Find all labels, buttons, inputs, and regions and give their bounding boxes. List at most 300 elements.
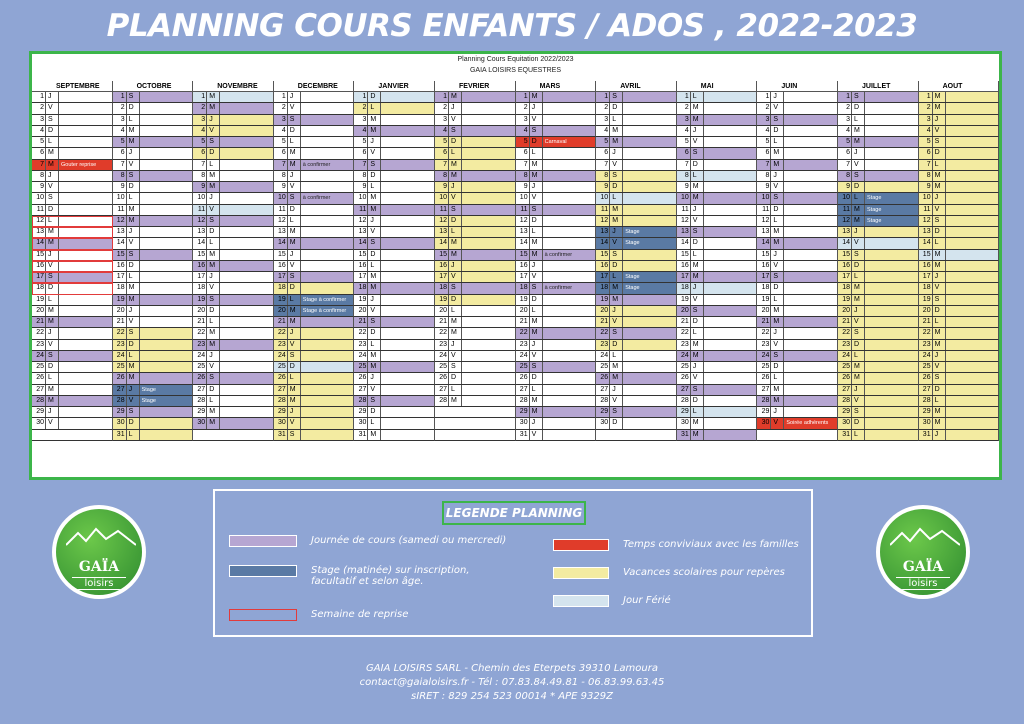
weekday-letter: M bbox=[207, 250, 220, 260]
day-row bbox=[677, 182, 758, 193]
day-number: 24 bbox=[516, 351, 530, 361]
month-column bbox=[274, 81, 355, 441]
weekday-letter: M bbox=[933, 340, 946, 350]
day-note bbox=[704, 160, 757, 170]
day-note bbox=[381, 216, 434, 226]
month-name: SEPTEMBRE bbox=[32, 81, 113, 92]
weekday-letter: D bbox=[368, 328, 381, 338]
day-note bbox=[220, 261, 273, 271]
legend-label: Jour Férié bbox=[623, 595, 671, 606]
day-note bbox=[865, 407, 918, 417]
day-number: 19 bbox=[113, 295, 127, 305]
day-number: 22 bbox=[757, 328, 771, 338]
day-row bbox=[838, 385, 919, 396]
day-row bbox=[274, 148, 355, 159]
day-number: 9 bbox=[435, 182, 449, 192]
day-number: 28 bbox=[113, 396, 127, 406]
weekday-letter: L bbox=[368, 103, 381, 113]
weekday-letter: M bbox=[771, 385, 784, 395]
day-row bbox=[193, 250, 274, 261]
sheet-title: Planning Cours Equitation 2022/2023 bbox=[457, 56, 574, 63]
day-number: 11 bbox=[354, 205, 368, 215]
day-row bbox=[919, 261, 1000, 272]
day-row bbox=[354, 182, 435, 193]
day-number: 16 bbox=[596, 261, 610, 271]
day-note bbox=[784, 283, 837, 293]
weekday-letter: J bbox=[691, 283, 704, 293]
day-note bbox=[462, 126, 515, 136]
day-number: 20 bbox=[193, 306, 207, 316]
day-row bbox=[274, 137, 355, 148]
day-row bbox=[919, 137, 1000, 148]
month-name: AOUT bbox=[919, 81, 1000, 92]
day-row bbox=[757, 126, 838, 137]
day-number: 10 bbox=[193, 193, 207, 203]
day-number: 21 bbox=[677, 317, 691, 327]
day-number: 21 bbox=[32, 317, 46, 327]
day-note bbox=[462, 385, 515, 395]
day-number: 10 bbox=[838, 193, 852, 203]
day-note bbox=[543, 115, 596, 125]
day-number: 30 bbox=[354, 418, 368, 428]
day-row bbox=[113, 205, 194, 216]
day-note bbox=[462, 160, 515, 170]
day-note bbox=[623, 351, 676, 361]
day-number: 31 bbox=[274, 430, 288, 440]
day-note bbox=[140, 340, 193, 350]
weekday-letter: L bbox=[449, 306, 462, 316]
day-number: 22 bbox=[919, 328, 933, 338]
weekday-letter: L bbox=[207, 317, 220, 327]
weekday-letter: M bbox=[127, 216, 140, 226]
day-note bbox=[865, 115, 918, 125]
day-number: 1 bbox=[32, 92, 46, 102]
day-number: 17 bbox=[596, 272, 610, 282]
weekday-letter: L bbox=[852, 430, 865, 440]
day-number: 2 bbox=[32, 103, 46, 113]
day-note bbox=[381, 182, 434, 192]
weekday-letter: S bbox=[46, 193, 59, 203]
day-number: 21 bbox=[113, 317, 127, 327]
day-number: 8 bbox=[435, 171, 449, 181]
day-note bbox=[865, 283, 918, 293]
day-note bbox=[220, 193, 273, 203]
day-number: 27 bbox=[32, 385, 46, 395]
weekday-letter: M bbox=[127, 283, 140, 293]
weekday-letter: S bbox=[288, 193, 301, 203]
day-number: 8 bbox=[677, 171, 691, 181]
day-note bbox=[381, 317, 434, 327]
weekday-letter: V bbox=[127, 317, 140, 327]
weekday-letter: M bbox=[610, 126, 623, 136]
day-row bbox=[596, 430, 677, 441]
day-row bbox=[435, 272, 516, 283]
day-note bbox=[865, 250, 918, 260]
day-note bbox=[381, 205, 434, 215]
day-number: 31 bbox=[354, 430, 368, 440]
day-row bbox=[516, 182, 597, 193]
day-note bbox=[865, 295, 918, 305]
day-note bbox=[381, 407, 434, 417]
day-row bbox=[677, 385, 758, 396]
day-number: 18 bbox=[193, 283, 207, 293]
day-row bbox=[274, 385, 355, 396]
day-row bbox=[354, 306, 435, 317]
weekday-letter: J bbox=[288, 92, 301, 102]
day-row bbox=[919, 407, 1000, 418]
day-row bbox=[838, 148, 919, 159]
day-number: 23 bbox=[677, 340, 691, 350]
day-row bbox=[193, 92, 274, 103]
day-note bbox=[865, 418, 918, 428]
day-row bbox=[757, 205, 838, 216]
day-row bbox=[354, 250, 435, 261]
weekday-letter: M bbox=[449, 250, 462, 260]
month-name: DECEMBRE bbox=[274, 81, 355, 92]
day-note bbox=[623, 160, 676, 170]
day-number: 13 bbox=[919, 227, 933, 237]
day-note bbox=[543, 407, 596, 417]
legend-swatch bbox=[229, 535, 297, 547]
day-note bbox=[623, 205, 676, 215]
day-row bbox=[596, 351, 677, 362]
day-number: 5 bbox=[32, 137, 46, 147]
day-number: 24 bbox=[274, 351, 288, 361]
day-number: 7 bbox=[919, 160, 933, 170]
day-note bbox=[301, 283, 354, 293]
weekday-letter: L bbox=[610, 193, 623, 203]
weekday-letter: J bbox=[46, 250, 59, 260]
day-note bbox=[704, 418, 757, 428]
day-row bbox=[274, 193, 355, 204]
day-number: 28 bbox=[677, 396, 691, 406]
weekday-letter: J bbox=[530, 418, 543, 428]
day-row bbox=[193, 385, 274, 396]
day-number: 18 bbox=[516, 283, 530, 293]
weekday-letter: J bbox=[933, 430, 946, 440]
weekday-letter: D bbox=[771, 205, 784, 215]
day-number: 22 bbox=[354, 328, 368, 338]
day-row bbox=[435, 317, 516, 328]
weekday-letter: V bbox=[771, 261, 784, 271]
weekday-letter: J bbox=[288, 328, 301, 338]
weekday-letter: D bbox=[207, 385, 220, 395]
day-row bbox=[354, 148, 435, 159]
day-number: 22 bbox=[32, 328, 46, 338]
weekday-letter: J bbox=[610, 148, 623, 158]
month-name: FEVRIER bbox=[435, 81, 516, 92]
weekday-letter: J bbox=[771, 407, 784, 417]
day-note bbox=[140, 362, 193, 372]
day-number: 13 bbox=[32, 227, 46, 237]
weekday-letter: S bbox=[530, 283, 543, 293]
day-note bbox=[140, 193, 193, 203]
weekday-letter: J bbox=[46, 407, 59, 417]
weekday-letter: M bbox=[207, 340, 220, 350]
day-row bbox=[757, 160, 838, 171]
day-number: 15 bbox=[193, 250, 207, 260]
day-row bbox=[596, 126, 677, 137]
weekday-letter: S bbox=[207, 216, 220, 226]
day-note bbox=[140, 295, 193, 305]
day-row bbox=[354, 126, 435, 137]
weekday-letter: V bbox=[127, 238, 140, 248]
weekday-letter: D bbox=[530, 216, 543, 226]
day-number: 27 bbox=[193, 385, 207, 395]
day-note bbox=[543, 193, 596, 203]
day-number: 1 bbox=[757, 92, 771, 102]
day-note: Stage bbox=[865, 193, 918, 203]
weekday-letter: L bbox=[691, 407, 704, 417]
day-number: 29 bbox=[919, 407, 933, 417]
day-row bbox=[32, 283, 113, 294]
day-row bbox=[596, 160, 677, 171]
day-note bbox=[301, 250, 354, 260]
day-number: 17 bbox=[354, 272, 368, 282]
weekday-letter: V bbox=[288, 261, 301, 271]
day-note bbox=[946, 182, 999, 192]
day-note bbox=[462, 351, 515, 361]
day-row bbox=[596, 272, 677, 283]
day-note bbox=[704, 171, 757, 181]
day-row bbox=[596, 227, 677, 238]
weekday-letter: M bbox=[933, 328, 946, 338]
weekday-letter: S bbox=[530, 205, 543, 215]
day-row bbox=[757, 430, 838, 441]
day-row bbox=[193, 373, 274, 384]
day-row bbox=[113, 283, 194, 294]
day-number: 16 bbox=[435, 261, 449, 271]
logo-sub: loisirs bbox=[896, 577, 950, 590]
day-note bbox=[140, 317, 193, 327]
month-name: NOVEMBRE bbox=[193, 81, 274, 92]
day-note bbox=[865, 182, 918, 192]
day-number: 25 bbox=[838, 362, 852, 372]
weekday-letter: L bbox=[449, 148, 462, 158]
day-number: 9 bbox=[274, 182, 288, 192]
day-note bbox=[59, 137, 112, 147]
day-row bbox=[838, 407, 919, 418]
day-number: 9 bbox=[596, 182, 610, 192]
day-number: 18 bbox=[919, 283, 933, 293]
weekday-letter: L bbox=[852, 115, 865, 125]
footer-contact: contact@gaialoisirs.fr - Tél : 07.83.84.49.81 - 06.83.99.63.45 bbox=[359, 677, 665, 688]
day-note bbox=[623, 373, 676, 383]
day-note bbox=[140, 148, 193, 158]
day-number: 11 bbox=[435, 205, 449, 215]
day-note bbox=[462, 92, 515, 102]
weekday-letter: L bbox=[933, 396, 946, 406]
weekday-letter: J bbox=[610, 385, 623, 395]
weekday-letter: L bbox=[368, 261, 381, 271]
weekday-letter: J bbox=[207, 193, 220, 203]
day-row bbox=[193, 216, 274, 227]
day-number: 27 bbox=[435, 385, 449, 395]
weekday-letter: S bbox=[852, 407, 865, 417]
day-row bbox=[435, 418, 516, 429]
day-number: 16 bbox=[113, 261, 127, 271]
weekday-letter: S bbox=[771, 193, 784, 203]
weekday-letter: S bbox=[127, 407, 140, 417]
day-note bbox=[784, 328, 837, 338]
day-number: 7 bbox=[596, 160, 610, 170]
day-note bbox=[301, 272, 354, 282]
weekday-letter: S bbox=[449, 126, 462, 136]
day-number: 29 bbox=[838, 407, 852, 417]
day-note bbox=[220, 418, 273, 428]
day-number: 13 bbox=[435, 227, 449, 237]
day-note bbox=[784, 92, 837, 102]
day-row bbox=[677, 250, 758, 261]
day-number: 16 bbox=[193, 261, 207, 271]
day-number: 4 bbox=[757, 126, 771, 136]
day-row bbox=[596, 182, 677, 193]
day-number: 30 bbox=[516, 418, 530, 428]
weekday-letter: V bbox=[449, 272, 462, 282]
weekday-letter: S bbox=[127, 328, 140, 338]
day-row bbox=[113, 351, 194, 362]
weekday-letter: M bbox=[610, 373, 623, 383]
day-number: 30 bbox=[838, 418, 852, 428]
day-number: 27 bbox=[677, 385, 691, 395]
weekday-letter: D bbox=[852, 182, 865, 192]
weekday-letter: M bbox=[207, 418, 220, 428]
day-number: 5 bbox=[838, 137, 852, 147]
day-note bbox=[946, 227, 999, 237]
weekday-letter: M bbox=[933, 418, 946, 428]
day-note: Stage bbox=[623, 283, 676, 293]
day-note bbox=[865, 430, 918, 440]
day-number: 8 bbox=[516, 171, 530, 181]
weekday-letter: D bbox=[610, 182, 623, 192]
day-row bbox=[113, 137, 194, 148]
weekday-letter: D bbox=[771, 283, 784, 293]
weekday-letter: J bbox=[933, 193, 946, 203]
mountain-icon bbox=[890, 527, 960, 547]
day-number: 24 bbox=[757, 351, 771, 361]
day-row bbox=[516, 418, 597, 429]
weekday-letter: V bbox=[288, 418, 301, 428]
day-number: 14 bbox=[757, 238, 771, 248]
day-row bbox=[677, 216, 758, 227]
weekday-letter: V bbox=[288, 340, 301, 350]
day-row bbox=[274, 430, 355, 441]
day-row bbox=[32, 126, 113, 137]
day-row bbox=[274, 328, 355, 339]
weekday-letter: D bbox=[530, 373, 543, 383]
day-number: 3 bbox=[919, 115, 933, 125]
day-row bbox=[677, 227, 758, 238]
day-row bbox=[838, 272, 919, 283]
day-number: 2 bbox=[516, 103, 530, 113]
month-name: MARS bbox=[516, 81, 597, 92]
day-row bbox=[596, 216, 677, 227]
day-note bbox=[381, 385, 434, 395]
day-note bbox=[784, 407, 837, 417]
weekday-letter: S bbox=[852, 92, 865, 102]
weekday-letter: M bbox=[610, 137, 623, 147]
weekday-letter: J bbox=[127, 148, 140, 158]
day-row bbox=[757, 373, 838, 384]
day-row bbox=[919, 373, 1000, 384]
weekday-letter: L bbox=[127, 351, 140, 361]
weekday-letter: L bbox=[207, 396, 220, 406]
weekday-letter: D bbox=[46, 205, 59, 215]
day-row bbox=[32, 238, 113, 249]
day-row bbox=[516, 250, 597, 261]
day-note bbox=[140, 328, 193, 338]
weekday-letter: M bbox=[691, 115, 704, 125]
weekday-letter: D bbox=[691, 238, 704, 248]
day-number: 4 bbox=[32, 126, 46, 136]
weekday-letter: L bbox=[449, 385, 462, 395]
day-number: 9 bbox=[757, 182, 771, 192]
day-note: à confirmer bbox=[543, 283, 596, 293]
day-row bbox=[274, 362, 355, 373]
day-row bbox=[113, 373, 194, 384]
day-number: 22 bbox=[838, 328, 852, 338]
weekday-letter: J bbox=[207, 351, 220, 361]
footer-address: GAIA LOISIRS SARL - Chemin des Eterpets 39310 Lamoura bbox=[366, 663, 658, 674]
month-name: JANVIER bbox=[354, 81, 435, 92]
footer-siret: sIRET : 829 254 523 00014 * APE 9329Z bbox=[411, 691, 613, 702]
day-note bbox=[704, 396, 757, 406]
weekday-letter: J bbox=[530, 261, 543, 271]
day-row bbox=[435, 396, 516, 407]
weekday-letter: L bbox=[771, 373, 784, 383]
weekday-letter: M bbox=[127, 205, 140, 215]
day-number: 4 bbox=[354, 126, 368, 136]
day-note bbox=[301, 205, 354, 215]
weekday-letter: M bbox=[368, 205, 381, 215]
day-number: 18 bbox=[354, 283, 368, 293]
day-row bbox=[274, 126, 355, 137]
day-row bbox=[435, 295, 516, 306]
day-row bbox=[354, 137, 435, 148]
day-number: 12 bbox=[193, 216, 207, 226]
weekday-letter: V bbox=[46, 261, 59, 271]
weekday-letter: M bbox=[530, 160, 543, 170]
weekday-letter: S bbox=[368, 317, 381, 327]
day-note bbox=[301, 430, 354, 440]
weekday-letter: S bbox=[449, 283, 462, 293]
day-note bbox=[301, 103, 354, 113]
day-number: 22 bbox=[596, 328, 610, 338]
weekday-letter: S bbox=[691, 227, 704, 237]
day-note bbox=[220, 306, 273, 316]
day-row bbox=[193, 317, 274, 328]
weekday-letter: J bbox=[771, 250, 784, 260]
day-number: 30 bbox=[677, 418, 691, 428]
weekday-letter: D bbox=[691, 396, 704, 406]
day-number: 18 bbox=[757, 283, 771, 293]
weekday-letter: M bbox=[933, 407, 946, 417]
day-note bbox=[865, 317, 918, 327]
day-number: 15 bbox=[516, 250, 530, 260]
weekday-letter: V bbox=[933, 126, 946, 136]
day-row bbox=[193, 306, 274, 317]
weekday-letter: S bbox=[530, 126, 543, 136]
day-row bbox=[596, 115, 677, 126]
day-note bbox=[946, 418, 999, 428]
weekday-letter: M bbox=[771, 160, 784, 170]
day-note bbox=[704, 385, 757, 395]
weekday-letter: D bbox=[288, 205, 301, 215]
day-note bbox=[59, 373, 112, 383]
day-note bbox=[623, 295, 676, 305]
day-row bbox=[32, 340, 113, 351]
day-row bbox=[32, 193, 113, 204]
